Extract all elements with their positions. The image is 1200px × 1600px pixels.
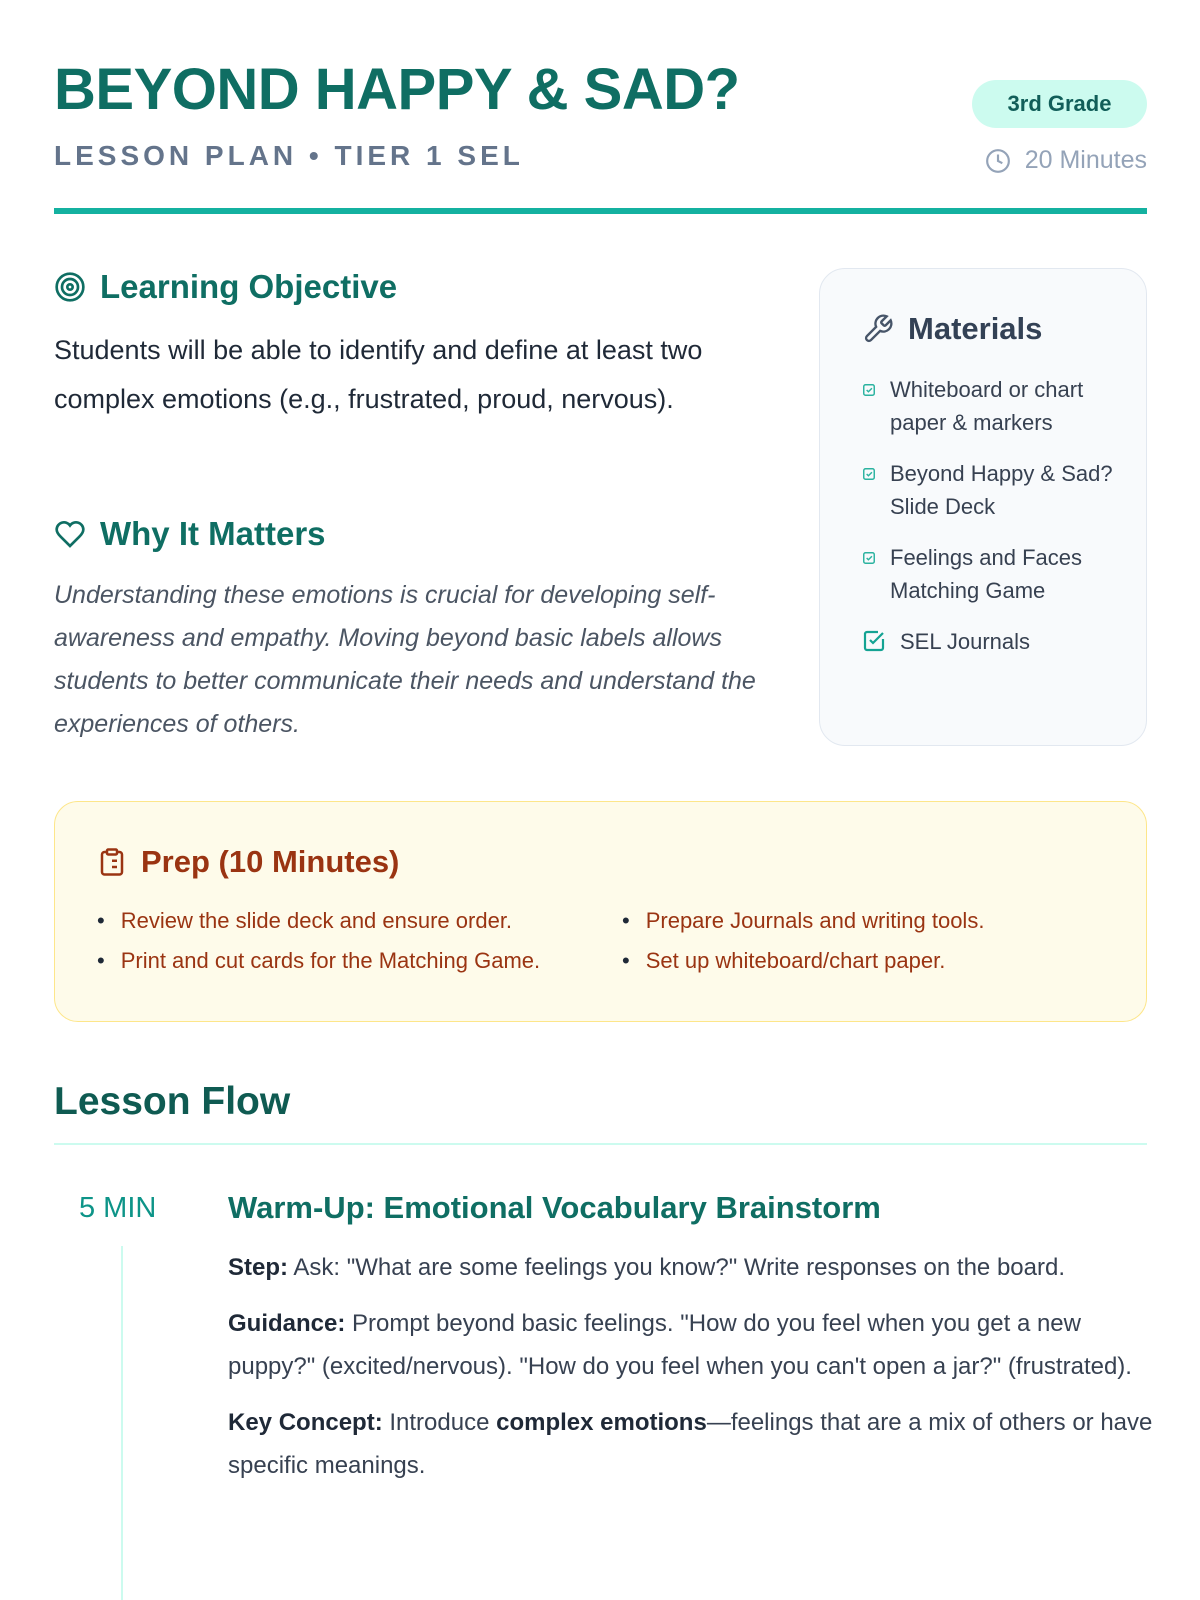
material-item	[862, 373, 1126, 439]
material-item	[862, 541, 1126, 607]
material-text: Whiteboard or chart paper & markers	[890, 377, 1084, 435]
wrench-icon	[862, 313, 894, 345]
prep-item: • Print and cut cards for the Matching Game.	[97, 946, 622, 976]
step-title: Warm-Up: Emotional Vocabulary Brainstorm	[228, 1190, 881, 1225]
concept-label: Key Concept:	[228, 1409, 383, 1436]
concept-term: complex emotions	[496, 1409, 707, 1436]
guidance-text: Prompt beyond basic feelings. "How do you feel when you get a new puppy?" (excited/nervous). "How do you feel when you can't open a jar?" (frustrated).	[228, 1310, 1132, 1380]
duration-text: 20 Minutes	[1024, 146, 1147, 174]
material-text: Feelings and Faces Matching Game	[890, 545, 1082, 603]
concept-text-end: —feelings that are a mix of others or have specific meanings.	[228, 1409, 1153, 1479]
why-text: Understanding these emotions is crucial for developing self-awareness and empathy. Moving beyond basic labels allows students to better communicate their needs and understand the experiences of others.	[54, 581, 756, 738]
page-subtitle: LESSON PLAN • TIER 1 SEL	[54, 140, 524, 171]
prep-item: • Review the slide deck and ensure order.	[97, 906, 622, 936]
step-instruction	[228, 1246, 1158, 1289]
grade-badge: 3rd Grade	[972, 80, 1147, 128]
concept-text: Introduce	[382, 1409, 497, 1436]
prep-item: • Set up whiteboard/chart paper.	[622, 946, 1122, 976]
clipboard-icon	[97, 847, 127, 877]
step-text: Ask: "What are some feelings you know?" Write responses on the board.	[288, 1254, 1065, 1281]
prep-heading-text: Prep (10 Minutes)	[141, 844, 400, 879]
step-time: 5 MIN	[79, 1192, 157, 1224]
lesson-flow-heading: Lesson Flow	[54, 1080, 291, 1123]
duration	[985, 146, 1147, 175]
step-details	[228, 1246, 1158, 1500]
material-text: Beyond Happy & Sad? Slide Deck	[890, 461, 1113, 519]
step-key-concept	[228, 1401, 1158, 1487]
step-label: Step:	[228, 1254, 288, 1281]
prep-item: • Prepare Journals and writing tools.	[622, 906, 1122, 936]
timeline-line	[121, 1246, 123, 1600]
why-heading	[54, 515, 326, 553]
checkbox-icon	[862, 467, 876, 481]
prep-heading	[97, 844, 1104, 880]
clock-icon	[985, 148, 1011, 174]
checkbox-icon	[862, 551, 876, 565]
objective-heading	[54, 268, 397, 306]
step-guidance	[228, 1302, 1158, 1388]
checkbox-icon	[862, 383, 876, 397]
materials-card	[819, 268, 1147, 746]
prep-box	[54, 801, 1147, 1022]
material-item	[862, 457, 1126, 523]
checkbox-icon	[862, 629, 886, 653]
material-text: SEL Journals	[900, 629, 1031, 654]
guidance-label: Guidance:	[228, 1310, 346, 1337]
objective-heading-text: Learning Objective	[100, 268, 398, 305]
heart-icon	[54, 518, 86, 550]
prep-list	[97, 906, 1104, 976]
material-item	[862, 625, 1126, 658]
header-divider	[54, 208, 1147, 214]
page-title: BEYOND HAPPY & SAD?	[54, 57, 740, 122]
materials-heading-text: Materials	[908, 311, 1043, 346]
materials-heading	[862, 311, 1126, 347]
why-heading-text: Why It Matters	[100, 515, 326, 552]
lesson-flow-divider	[54, 1143, 1147, 1145]
objective-text: Students will be able to identify and define at least two complex emotions (e.g., frustrated, proud, nervous).	[54, 335, 703, 414]
target-icon	[54, 271, 86, 303]
